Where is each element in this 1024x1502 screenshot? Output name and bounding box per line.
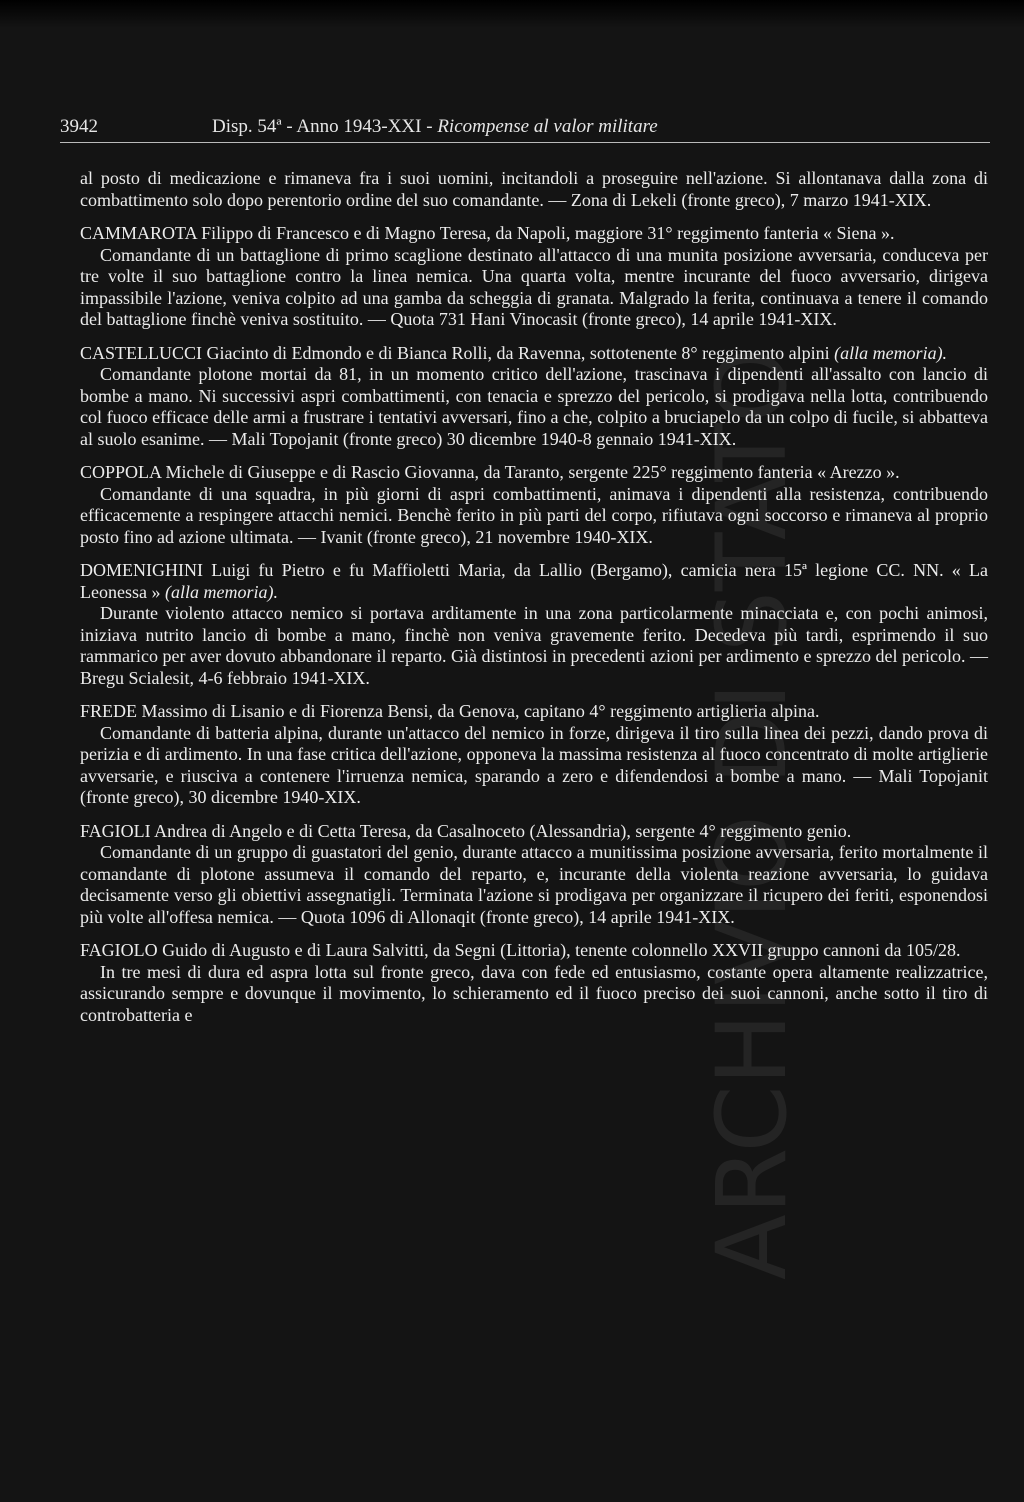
citation-name: CASTELLUCCI <box>80 342 203 363</box>
citation-entry <box>80 821 988 929</box>
citation-heading <box>80 223 988 245</box>
running-title <box>212 116 658 138</box>
citation-text: Comandante di batteria alpina, durante un'attacco del nemico in forze, dirigeva il tiro sulla linea dei pezzi, dando prova di perizia e di ardimento. In una fase critica dell'azione, opponeva la massima resistenza al fuoco concentrato di molte artiglierie avversarie, e riusciva a contenere l'irruenza nemica, sparando a zero e difendendosi a bombe a mano. — Mali Topojanit (fronte greco), 30 dicembre 1940-XIX. <box>80 722 988 807</box>
document-body <box>80 168 988 1038</box>
citation-name: FREDE <box>80 701 138 721</box>
citation-name: FAGIOLI <box>80 820 151 841</box>
archive-watermark: ARCHIVIO DI STATO <box>696 347 808 1280</box>
citation-details: Andrea di Angelo e di Cetta Teresa, da Casalnoceto (Alessandria), sergente 4° reggimento genio. <box>150 820 852 841</box>
citation-entry <box>80 701 988 809</box>
continuation-text: al posto di medicazione e rimaneva fra i suoi uomini, incitandoli a proseguire nell'azione. Si allontanava dalla zona di combattimento solo dopo perentorio ordine del suo comandante. — Zona di Lekeli (fronte greco), 7 marzo 1941-XIX. <box>80 168 988 210</box>
citation-note: (alla memoria). <box>164 581 278 602</box>
citation-heading <box>80 462 988 484</box>
citation-note: (alla memoria). <box>834 342 948 363</box>
citation-details: Guido di Augusto e di Laura Salvitti, da Segni (Littoria), tenente colonnello XXVII gruppo cannoni da 105/28. <box>157 940 961 960</box>
citation-heading <box>80 560 988 603</box>
citation-heading <box>80 701 988 723</box>
citation-heading <box>80 821 988 843</box>
citation-details: Giacinto di Edmondo e di Bianca Rolli, da Ravenna, sottotenente 8° reggimento alpini <box>202 342 835 363</box>
running-header <box>60 112 990 143</box>
citation-details: Filippo di Francesco e di Magno Teresa, da Napoli, maggiore 31° reggimento fanteria « Siena ». <box>196 223 895 243</box>
citation-entry <box>80 343 988 451</box>
citation-entry <box>80 462 988 548</box>
citation-entry <box>80 560 988 689</box>
citation-name: FAGIOLO <box>80 940 158 960</box>
page-number: 3942 <box>60 116 98 137</box>
scan-edge-shadow <box>0 0 1024 28</box>
citation-details: Michele di Giuseppe e di Rascio Giovanna, da Taranto, sergente 225° reggimento fanteria « Arezzo ». <box>161 462 900 482</box>
citation-entry <box>80 223 988 331</box>
continuation-paragraph <box>80 168 988 211</box>
section-title: Ricompense al valor militare <box>437 116 658 137</box>
citation-details: Massimo di Lisanio e di Fiorenza Bensi, da Genova, capitano 4° reggimento artiglieria alpina. <box>137 701 820 721</box>
citation-text: Comandante di un battaglione di primo scaglione destinato all'attacco di una munita posizione avversaria, conduceva per tre volte il suo battaglione contro la linea nemica. Una quarta volta, mentre incurante del fuoco avversario, dirigeva impassibile l'azione, veniva colpito ad una gamba da scheggia di granata. Malgrado la ferita, continuava a tenere il comando del battaglione finchè veniva sostituito. — Quota 731 Hani Vinocasit (fronte greco), 14 aprile 1941-XIX. <box>80 244 988 329</box>
citation-name: DOMENIGHINI <box>80 560 203 580</box>
citation-heading <box>80 343 988 365</box>
citation-heading <box>80 940 988 962</box>
citation-details: Luigi fu Pietro e fu Maffioletti Maria, da Lallio (Bergamo), camicia nera 15ª legione CC. NN. « La Leonessa » <box>80 560 988 602</box>
citation-text: Comandante plotone mortai da 81, in un momento critico dell'azione, trascinava i dipendenti all'assalto con lancio di bombe a mano. Ni successivi aspri combattimenti, con tenacia e sprezzo del pericolo, si prodigava nella lotta, contribuendo col fuoco efficace delle armi a frustrare i tentativi avversari, fino a che, colpito a bruciapelo da un colpo di fucile, si abbatteva al suolo esanime. — Mali Topojanit (fronte greco) 30 dicembre 1940-8 gennaio 1941-XIX. <box>80 364 988 449</box>
dispatch-info: Disp. 54ª - Anno 1943-XXI - <box>212 116 438 137</box>
citation-text: Comandante di un gruppo di guastatori del genio, durante attacco a munitissima posizione avversaria, ferito mortalmente il comandante di plotone assumeva il comando del reparto, e, incurante della violenta reazione avversaria, lo guidava decisamente verso gli obiettivi assegnatigli. Terminata l'azione si prodigava per organizzare il ricupero dei feriti, esponendosi più volte all'offesa nemica. — Quota 1096 di Allonaqit (fronte greco), 14 aprile 1941-XIX. <box>80 842 988 927</box>
citation-name: COPPOLA <box>80 462 162 482</box>
citation-text: Durante violento attacco nemico si portava arditamente in una zona particolarmente minacciata e, con pochi animosi, iniziava nutrito lancio di bombe a mano, finchè non veniva gravemente ferito. Decedeva più tardi, esprimendo il suo rammarico per aver dovuto abbandonare il reparto. Già distintosi in precedenti azioni per ardimento e sprezzo del pericolo. — Bregu Scialesit, 4-6 febbraio 1941-XIX. <box>80 603 988 688</box>
citation-text: In tre mesi di dura ed aspra lotta sul fronte greco, dava con fede ed entusiasmo, costante opera altamente realizzatrice, assicurando sempre e dovunque il movimento, lo schieramento ed il fuoco preciso dei suoi cannoni, anche sotto il tiro di controbatteria e <box>80 961 988 1025</box>
citation-text: Comandante di una squadra, in più giorni di aspri combattimenti, animava i dipendenti alla resistenza, contribuendo efficacemente a respingere attacchi nemici. Benchè ferito in più parti del corpo, rifiutava ogni soccorso e rimaneva al proprio posto fino ad azione ultimata. — Ivanit (fronte greco), 21 novembre 1940-XIX. <box>80 483 988 547</box>
citation-name: CAMMAROTA <box>80 223 197 243</box>
citation-entry <box>80 940 988 1026</box>
